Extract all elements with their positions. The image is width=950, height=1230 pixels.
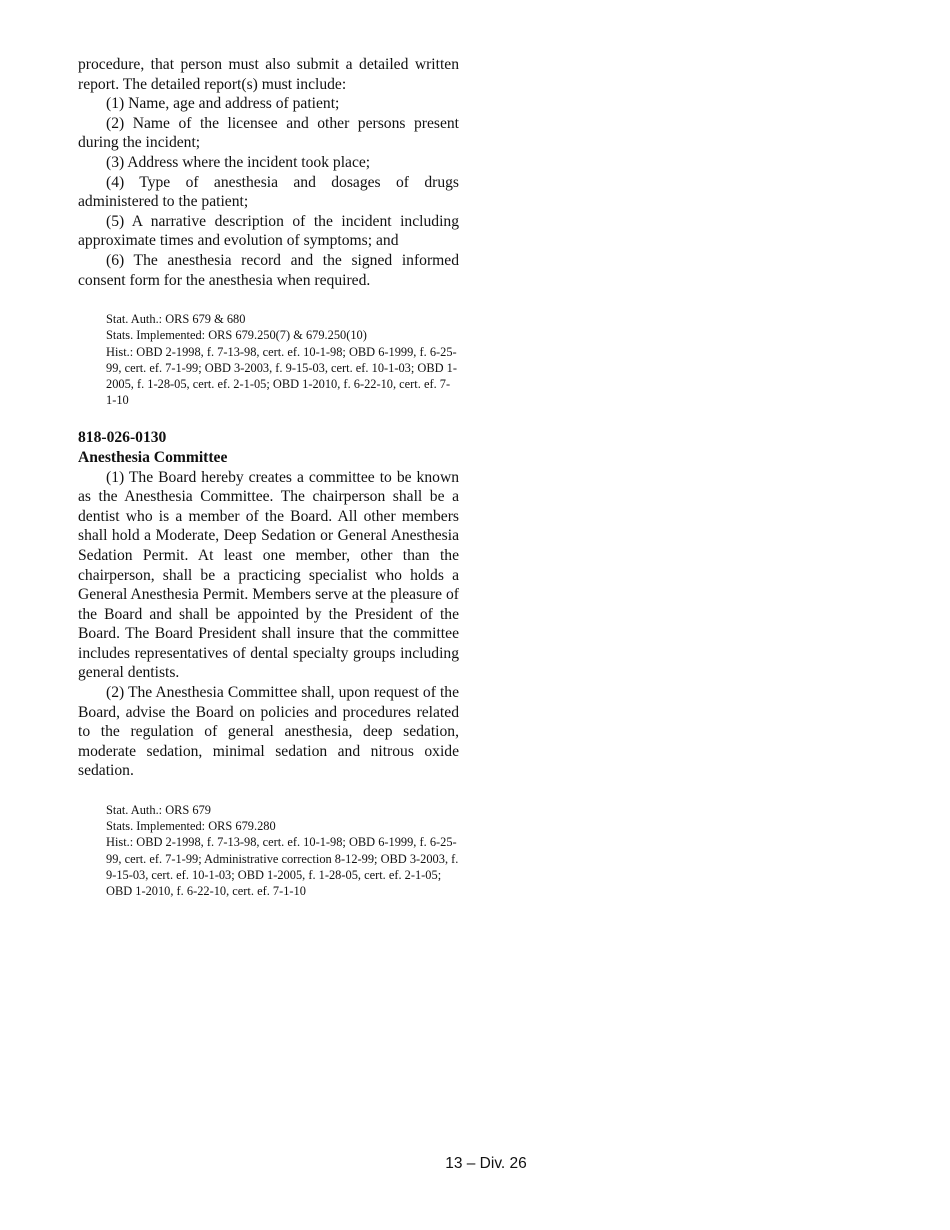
body-paragraph: (2) The Anesthesia Committee shall, upon request of the Board, advise the Board on policies and procedures related to the regulation of general anesthesia, deep sedation, moderate sedation, minimal sedation and nitrous oxide sedation. xyxy=(78,684,459,780)
body-paragraph: (1) The Board hereby creates a committee to be known as the Anesthesia Committee. The chairperson shall be a dentist who is a member of the Board. All other members shall hold a Moderate, Deep Sedation or General Anesthesia Sedation Permit. At least one member, other than the chairperson, shall be a practicing specialist who holds a General Anesthesia Permit. Members serve at the pleasure of the Board and shall be appointed by the President of the Board. The Board President shall insure that the committee includes representatives of dental specialty groups including general dentists. xyxy=(78,468,459,682)
body-paragraph: procedure, that person must also submit a detailed written report. The detailed report(s) must include: xyxy=(78,56,459,93)
list-item: (1) Name, age and address of patient; xyxy=(106,95,340,113)
history-note: Hist.: OBD 2-1998, f. 7-13-98, cert. ef. 10-1-98; OBD 6-1999, f. 6-25-99, cert. ef. 7-1-99; Administrative correction 8-12-99; OBD 3-2003, f. 9-15-03, cert. ef. 10-1-03; OBD 1-2005, f. 1-28-05, cert. ef. 2-1-05; OBD 1-2010, f. 6-22-10, cert. ef. 7-1-10 xyxy=(106,835,459,899)
list-item: (5) A narrative description of the incident including approximate times and evolution of symptoms; and xyxy=(78,212,459,250)
stats-implemented: Stats. Implemented: ORS 679.250(7) & 679.250(10) xyxy=(106,328,367,343)
stat-auth: Stat. Auth.: ORS 679 xyxy=(106,803,211,818)
statutory-notes xyxy=(106,311,459,408)
page-footer: 13 – Div. 26 xyxy=(445,1155,527,1172)
list-item: (6) The anesthesia record and the signed informed consent form for the anesthesia when required. xyxy=(78,251,459,289)
history-note: Hist.: OBD 2-1998, f. 7-13-98, cert. ef. 10-1-98; OBD 6-1999, f. 6-25-99, cert. ef. 7-1-99; OBD 3-2003, f. 9-15-03, cert. ef. 10-1-03; OBD 1-2005, f. 1-28-05, cert. ef. 2-1-05; OBD 1-2010, f. 6-22-10, cert. ef. 7-1-10 xyxy=(106,344,457,408)
list-item: (4) Type of anesthesia and dosages of drugs administered to the patient; xyxy=(78,173,459,211)
list-item: (3) Address where the incident took place; xyxy=(106,153,371,171)
document-column xyxy=(78,55,459,899)
rule-number: 818-026-0130 xyxy=(78,429,167,447)
stats-implemented: Stats. Implemented: ORS 679.280 xyxy=(106,819,276,834)
list-item: (2) Name of the licensee and other persons present during the incident; xyxy=(78,114,459,152)
rule-title: Anesthesia Committee xyxy=(78,448,228,466)
statutory-notes xyxy=(106,802,459,899)
stat-auth: Stat. Auth.: ORS 679 & 680 xyxy=(106,312,246,327)
